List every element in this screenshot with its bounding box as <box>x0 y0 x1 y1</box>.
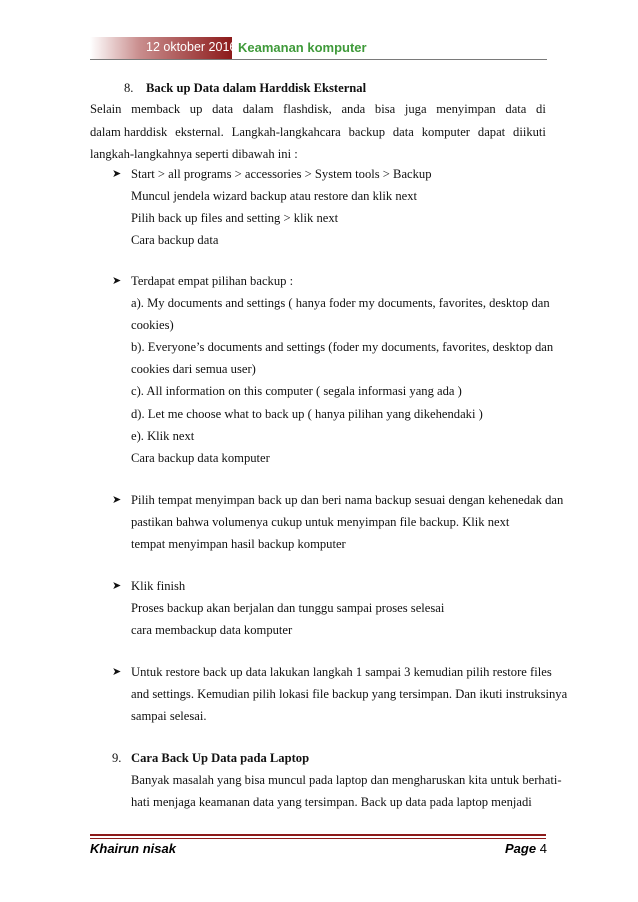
arrowhead-bullet-icon: ➤ <box>112 666 122 678</box>
bullet3-sub-2: tempat menyimpan hasil backup komputer <box>131 537 346 551</box>
header-rule <box>90 59 547 60</box>
bullet1-sub-1: Muncul jendela wizard backup atau restore dan klik next <box>131 189 418 203</box>
intro-line1-word: data <box>212 102 234 116</box>
intro-line1-word: juga <box>404 102 427 116</box>
bullet4-sub-2: cara membackup data komputer <box>131 623 293 637</box>
footer-author: Khairun nisak <box>90 841 176 856</box>
intro-line2-word: Langkah-langkahcara <box>231 125 341 139</box>
section9-number: 9. <box>112 751 122 765</box>
section8-number: 8. <box>124 81 134 95</box>
intro-line1-word: Selain <box>90 102 122 116</box>
bullet2-sub-5: c). All information on this computer ( segala informasi yang ada ) <box>131 384 462 398</box>
intro-line2-word: diikuti <box>513 125 546 139</box>
header-title: Keamanan komputer <box>238 40 367 55</box>
bullet3-text: Pilih tempat menyimpan back up dan beri nama backup sesuai dengan kehenedak dan <box>131 493 564 507</box>
intro-line2-word: komputer <box>421 125 471 139</box>
footer-page <box>505 841 547 856</box>
intro-line1-word: menyimpan <box>436 102 496 116</box>
bullet1-text: Start > all programs > accessories > System tools > Backup <box>131 167 432 181</box>
bullet2-sub-3: b). Everyone’s documents and settings (foder my documents, favorites, desktop dan <box>131 340 554 354</box>
bullet2-sub-2: cookies) <box>131 318 174 332</box>
arrowhead-bullet-icon: ➤ <box>112 275 122 287</box>
intro-line1-word: flashdisk, <box>283 102 332 116</box>
bullet2-sub-1: a). My documents and settings ( hanya foder my documents, favorites, desktop dan <box>131 296 550 310</box>
intro-line1-word: memback <box>131 102 181 116</box>
arrowhead-bullet-icon: ➤ <box>112 168 122 180</box>
section8-intro-line-1 <box>90 101 546 117</box>
intro-line1-word: dalam <box>242 102 274 116</box>
intro-line2-word: data <box>392 125 414 139</box>
bullet4-text: Klik finish <box>131 579 186 593</box>
bullet2-sub-8: Cara backup data komputer <box>131 451 270 465</box>
bullet2-sub-6: d). Let me choose what to back up ( hanya pilihan yang dikehendaki ) <box>131 407 483 421</box>
section9-line-1: Banyak masalah yang bisa muncul pada laptop dan mengharuskan kita untuk berhati- <box>131 773 562 787</box>
section8-intro-line-2 <box>90 124 546 140</box>
intro-line1-word: anda <box>341 102 366 116</box>
section8-intro-line-3: langkah-langkahnya seperti dibawah ini : <box>90 147 298 161</box>
intro-line1-word: di <box>536 102 546 116</box>
intro-line1-word: data <box>505 102 527 116</box>
intro-line1-word: up <box>189 102 203 116</box>
arrowhead-bullet-icon: ➤ <box>112 580 122 592</box>
bullet3-sub-1: pastikan bahwa volumenya cukup untuk menyimpan file backup. Klik next <box>131 515 510 529</box>
bullet2-text: Terdapat empat pilihan backup : <box>131 274 294 288</box>
intro-line2-word: backup <box>348 125 385 139</box>
section9-heading: Cara Back Up Data pada Laptop <box>131 751 310 765</box>
intro-line2-word: eksternal. <box>175 125 224 139</box>
footer-page-label: Page <box>505 841 537 856</box>
intro-line2-word: dapat <box>477 125 506 139</box>
bullet5-text: Untuk restore back up data lakukan langkah 1 sampai 3 kemudian pilih restore files <box>131 665 552 679</box>
bullet2-sub-7: e). Klik next <box>131 429 195 443</box>
footer-rule-thick <box>90 834 546 836</box>
intro-line1-word: bisa <box>374 102 396 116</box>
bullet2-sub-4: cookies dari semua user) <box>131 362 256 376</box>
footer-rule-thin <box>90 838 546 839</box>
bullet4-sub-1: Proses backup akan berjalan dan tunggu sampai proses selesai <box>131 601 445 615</box>
bullet5-sub-1: and settings. Kemudian pilih lokasi file backup yang tersimpan. Dan ikuti instruksinya <box>131 687 568 701</box>
section9-line-2: hati menjaga keamanan data yang tersimpan. Back up data pada laptop menjadi <box>131 795 532 809</box>
footer-page-number: 4 <box>539 841 547 856</box>
arrowhead-bullet-icon: ➤ <box>112 494 122 506</box>
intro-line2-word: dalam harddisk <box>90 125 168 139</box>
bullet1-sub-3: Cara backup data <box>131 233 219 247</box>
header-date: 12 oktober 2016 <box>146 40 237 54</box>
bullet1-sub-2: Pilih back up files and setting > klik next <box>131 211 339 225</box>
section8-heading: Back up Data dalam Harddisk Eksternal <box>146 81 367 95</box>
bullet5-sub-2: sampai selesai. <box>131 709 207 723</box>
